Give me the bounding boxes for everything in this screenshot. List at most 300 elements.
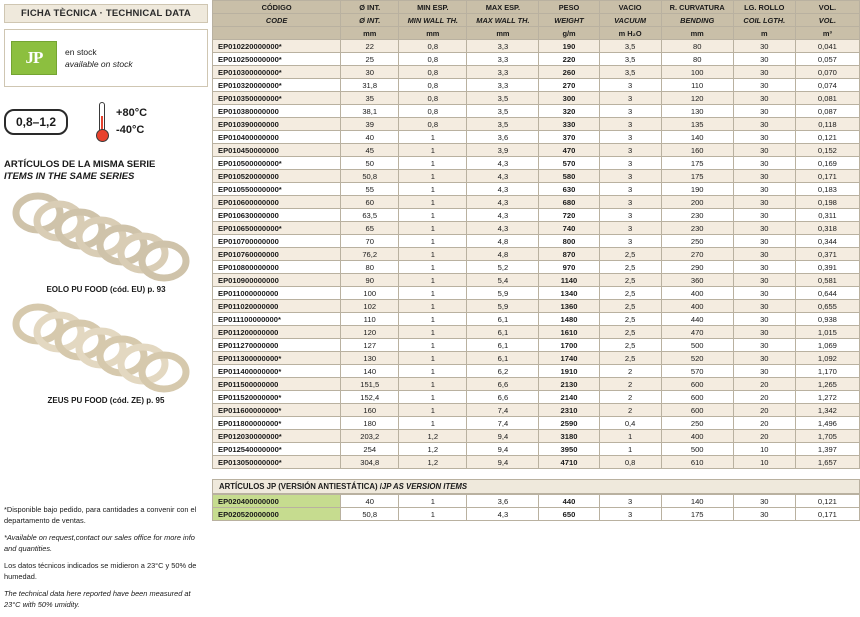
cell-value: 110 <box>341 313 399 326</box>
cell-code: EP011500000000 <box>213 378 341 391</box>
cell-value: 0,118 <box>795 118 859 131</box>
cell-weight: 630 <box>539 183 599 196</box>
cell-value: 30 <box>733 508 795 521</box>
table-row[interactable] <box>213 105 860 118</box>
cell-value: 6,1 <box>467 313 539 326</box>
cell-value: 0,121 <box>795 131 859 144</box>
cell-value: 1 <box>399 209 467 222</box>
cell-value: 1 <box>399 417 467 430</box>
cell-value: 3 <box>599 118 661 131</box>
cell-value: 30 <box>733 261 795 274</box>
antistatic-section-title <box>212 479 860 494</box>
cell-value: 1,272 <box>795 391 859 404</box>
cell-value: 3,5 <box>467 118 539 131</box>
cell-value: 10 <box>733 456 795 469</box>
cell-value: 200 <box>661 196 733 209</box>
cell-weight: 650 <box>539 508 599 521</box>
cell-value: 30 <box>733 105 795 118</box>
technical-data-header: FICHA TÈCNICA · TECHNICAL DATA <box>4 4 208 23</box>
cell-weight: 440 <box>539 495 599 508</box>
cell-value: 0,171 <box>795 508 859 521</box>
cell-weight: 680 <box>539 196 599 209</box>
th-unit-gm: g/m <box>539 27 599 40</box>
cell-value: 35 <box>341 92 399 105</box>
cell-weight: 3180 <box>539 430 599 443</box>
cell-value: 2 <box>599 365 661 378</box>
cell-code: EP011300000000* <box>213 352 341 365</box>
cell-value: 1 <box>399 326 467 339</box>
cell-value: 1 <box>399 131 467 144</box>
cell-code: EP010250000000* <box>213 53 341 66</box>
table-row[interactable] <box>213 404 860 417</box>
cell-value: 25 <box>341 53 399 66</box>
cell-value: 4,3 <box>467 183 539 196</box>
cell-weight: 370 <box>539 131 599 144</box>
cell-value: 3 <box>599 222 661 235</box>
cell-value: 1 <box>399 508 467 521</box>
cell-value: 45 <box>341 144 399 157</box>
cell-weight: 1340 <box>539 287 599 300</box>
table-row[interactable] <box>213 248 860 261</box>
cell-code: EP010380000000 <box>213 105 341 118</box>
cell-value: 100 <box>341 287 399 300</box>
cell-value: 470 <box>661 326 733 339</box>
table-row[interactable] <box>213 391 860 404</box>
cell-value: 50,8 <box>341 170 399 183</box>
cell-weight: 320 <box>539 105 599 118</box>
table-row[interactable] <box>213 131 860 144</box>
cell-code: EP010650000000* <box>213 222 341 235</box>
cell-value: 130 <box>661 105 733 118</box>
cell-value: 30 <box>733 53 795 66</box>
table-row[interactable] <box>213 79 860 92</box>
cell-code: EP010520000000 <box>213 170 341 183</box>
cell-value: 100 <box>661 66 733 79</box>
cell-value: 80 <box>661 53 733 66</box>
cell-value: 4,3 <box>467 170 539 183</box>
cell-value: 20 <box>733 404 795 417</box>
cell-value: 2,5 <box>599 261 661 274</box>
cell-value: 0,041 <box>795 40 859 53</box>
cell-value: 152,4 <box>341 391 399 404</box>
cell-value: 3,5 <box>467 92 539 105</box>
th-unit-mh2o: m H₂O <box>599 27 661 40</box>
cell-value: 3,5 <box>599 53 661 66</box>
cell-value: 175 <box>661 170 733 183</box>
cell-value: 3 <box>599 183 661 196</box>
cell-code: EP011020000000 <box>213 300 341 313</box>
cell-value: 1 <box>599 430 661 443</box>
cell-value: 30 <box>733 79 795 92</box>
cell-value: 30 <box>733 248 795 261</box>
cell-value: 63,5 <box>341 209 399 222</box>
cell-code: EP010300000000* <box>213 66 341 79</box>
header-row-es <box>213 1 860 14</box>
cell-value: 180 <box>341 417 399 430</box>
table-head <box>213 1 860 40</box>
cell-code: EP012030000000* <box>213 430 341 443</box>
cell-code: EP012540000000* <box>213 443 341 456</box>
cell-value: 0,8 <box>399 105 467 118</box>
table-row[interactable] <box>213 326 860 339</box>
cell-weight: 1140 <box>539 274 599 287</box>
cell-value: 30 <box>733 339 795 352</box>
cell-value: 1 <box>399 352 467 365</box>
table-row[interactable] <box>213 118 860 131</box>
cell-value: 1,265 <box>795 378 859 391</box>
cell-code: EP010350000000* <box>213 92 341 105</box>
cell-weight: 970 <box>539 261 599 274</box>
table-row[interactable] <box>213 209 860 222</box>
cell-value: 270 <box>661 248 733 261</box>
technical-data-table <box>212 0 860 469</box>
thermometer-icon <box>94 102 110 142</box>
cell-value: 0,183 <box>795 183 859 196</box>
temperature-range <box>94 102 147 142</box>
cell-value: 5,4 <box>467 274 539 287</box>
cell-value: 0,8 <box>399 79 467 92</box>
cell-weight: 740 <box>539 222 599 235</box>
cell-value: 1 <box>399 339 467 352</box>
table-row[interactable] <box>213 274 860 287</box>
cell-value: 4,3 <box>467 157 539 170</box>
cell-value: 600 <box>661 391 733 404</box>
cell-value: 1 <box>399 170 467 183</box>
cell-value: 5,9 <box>467 287 539 300</box>
cell-value: 127 <box>341 339 399 352</box>
table-row[interactable] <box>213 365 860 378</box>
footnotes <box>4 505 208 617</box>
cell-weight: 2310 <box>539 404 599 417</box>
table-row[interactable] <box>213 183 860 196</box>
cell-code: EP011100000000* <box>213 313 341 326</box>
cell-value: 55 <box>341 183 399 196</box>
cell-weight: 4710 <box>539 456 599 469</box>
product-image-eolo <box>4 187 208 283</box>
footnote-1: *Disponible bajo pedido, para cantidades a convenir con el departamento de ventas. <box>4 505 197 525</box>
cell-value: 0,581 <box>795 274 859 287</box>
cell-value: 120 <box>661 92 733 105</box>
cell-value: 30 <box>733 352 795 365</box>
cell-value: 400 <box>661 287 733 300</box>
th-unit-m: m <box>733 27 795 40</box>
cell-value: 1,092 <box>795 352 859 365</box>
cell-value: 1 <box>599 443 661 456</box>
cell-value: 30 <box>733 196 795 209</box>
cell-value: 2,5 <box>599 326 661 339</box>
cell-value: 6,1 <box>467 339 539 352</box>
cell-value: 3,3 <box>467 53 539 66</box>
cell-value: 30 <box>733 66 795 79</box>
cell-value: 3 <box>599 105 661 118</box>
cell-value: 1,705 <box>795 430 859 443</box>
cell-weight: 3950 <box>539 443 599 456</box>
cell-value: 1,015 <box>795 326 859 339</box>
cell-value: 1 <box>399 287 467 300</box>
cell-value: 160 <box>661 144 733 157</box>
table-row[interactable] <box>213 287 860 300</box>
cell-value: 1 <box>399 183 467 196</box>
cell-value: 400 <box>661 300 733 313</box>
cell-value: 1 <box>399 144 467 157</box>
cell-value: 440 <box>661 313 733 326</box>
table-row[interactable] <box>213 443 860 456</box>
temp-max-label: +80°C <box>116 107 148 119</box>
table-row[interactable] <box>213 144 860 157</box>
cell-value: 6,2 <box>467 365 539 378</box>
cell-value: 0,087 <box>795 105 859 118</box>
antistatic-table-body <box>213 495 860 521</box>
cell-value: 3 <box>599 235 661 248</box>
table-row[interactable] <box>213 170 860 183</box>
table-row[interactable] <box>213 313 860 326</box>
table-row[interactable] <box>213 157 860 170</box>
cell-value: 2 <box>599 391 661 404</box>
cell-value: 3,5 <box>599 66 661 79</box>
cell-value: 3,3 <box>467 40 539 53</box>
antistatic-table-row[interactable] <box>213 508 860 521</box>
table-row[interactable] <box>213 339 860 352</box>
cell-value: 360 <box>661 274 733 287</box>
cell-code: EP011600000000* <box>213 404 341 417</box>
cell-value: 400 <box>661 430 733 443</box>
cell-value: 5,9 <box>467 300 539 313</box>
cell-weight: 2130 <box>539 378 599 391</box>
cell-value: 0,371 <box>795 248 859 261</box>
cell-value: 20 <box>733 391 795 404</box>
th-vacuum: VACUUM <box>599 14 661 27</box>
stock-label-en: available on stock <box>65 59 133 69</box>
cell-value: 22 <box>341 40 399 53</box>
cell-weight: 1360 <box>539 300 599 313</box>
cell-value: 3 <box>599 144 661 157</box>
cell-value: 0,8 <box>399 53 467 66</box>
cell-value: 1,342 <box>795 404 859 417</box>
cell-value: 3 <box>599 92 661 105</box>
cell-value: 500 <box>661 339 733 352</box>
cell-value: 151,5 <box>341 378 399 391</box>
cell-value: 4,3 <box>467 508 539 521</box>
table-row[interactable] <box>213 456 860 469</box>
table-row[interactable] <box>213 430 860 443</box>
cell-value: 30 <box>733 170 795 183</box>
cell-value: 30 <box>733 131 795 144</box>
left-panel <box>0 0 212 609</box>
cell-weight: 1610 <box>539 326 599 339</box>
cell-value: 135 <box>661 118 733 131</box>
cell-code: EP010760000000 <box>213 248 341 261</box>
th-weight: WEIGHT <box>539 14 599 27</box>
cell-value: 30 <box>341 66 399 79</box>
cell-value: 3,6 <box>467 495 539 508</box>
cell-code: EP011000000000 <box>213 287 341 300</box>
right-panel <box>212 0 860 521</box>
cell-value: 2,5 <box>599 313 661 326</box>
cell-code: EP010390000000 <box>213 118 341 131</box>
cell-value: 0,391 <box>795 261 859 274</box>
cell-code: EP010600000000 <box>213 196 341 209</box>
cell-value: 254 <box>341 443 399 456</box>
cell-value: 3 <box>599 508 661 521</box>
cell-value: 1,2 <box>399 456 467 469</box>
cell-value: 76,2 <box>341 248 399 261</box>
cell-value: 120 <box>341 326 399 339</box>
cell-value: 1,496 <box>795 417 859 430</box>
cell-value: 175 <box>661 508 733 521</box>
cell-value: 0,644 <box>795 287 859 300</box>
cell-value: 0,169 <box>795 157 859 170</box>
cell-weight: 570 <box>539 157 599 170</box>
cell-value: 1 <box>399 300 467 313</box>
cell-weight: 470 <box>539 144 599 157</box>
table-row[interactable] <box>213 222 860 235</box>
antistatic-table-row[interactable] <box>213 495 860 508</box>
product-caption-eolo: EOLO PU FOOD (cód. EU) p. 93 <box>46 285 166 294</box>
cell-value: 0,8 <box>399 118 467 131</box>
cell-value: 6,6 <box>467 378 539 391</box>
cell-value: 0,318 <box>795 222 859 235</box>
cell-value: 2,5 <box>599 339 661 352</box>
cell-value: 30 <box>733 183 795 196</box>
th-vol: VOL. <box>795 1 859 14</box>
cell-value: 1 <box>399 222 467 235</box>
table-row[interactable] <box>213 261 860 274</box>
footnote-4: The technical data here reported have been measured at 23°C with 50% umidity. <box>4 589 191 609</box>
cell-value: 3 <box>599 79 661 92</box>
cell-code: EP010320000000* <box>213 79 341 92</box>
cell-value: 9,4 <box>467 443 539 456</box>
cell-weight: 2140 <box>539 391 599 404</box>
cell-value: 4,8 <box>467 248 539 261</box>
cell-value: 2 <box>599 404 661 417</box>
table-row[interactable] <box>213 40 860 53</box>
table-row[interactable] <box>213 352 860 365</box>
cell-value: 0,057 <box>795 53 859 66</box>
cell-value: 30 <box>733 365 795 378</box>
table-row[interactable] <box>213 92 860 105</box>
cell-weight: 800 <box>539 235 599 248</box>
th-unit-mm1: mm <box>341 27 399 40</box>
cell-code: EP011400000000* <box>213 365 341 378</box>
cell-weight: 1480 <box>539 313 599 326</box>
th-rollo: LG. ROLLO <box>733 1 795 14</box>
table-row[interactable] <box>213 300 860 313</box>
cell-value: 3,3 <box>467 79 539 92</box>
cell-value: 30 <box>733 300 795 313</box>
cell-value: 175 <box>661 157 733 170</box>
cell-code: EP011200000000 <box>213 326 341 339</box>
product-image-zeus <box>4 298 208 394</box>
wall-thickness-badge: 0,8–1,2 <box>4 109 68 135</box>
cell-value: 80 <box>341 261 399 274</box>
cell-value: 60 <box>341 196 399 209</box>
cell-value: 0,8 <box>399 40 467 53</box>
cell-value: 3,9 <box>467 144 539 157</box>
th-unit-mm3: mm <box>467 27 539 40</box>
cell-value: 4,3 <box>467 196 539 209</box>
cell-value: 4,3 <box>467 222 539 235</box>
cell-value: 0,081 <box>795 92 859 105</box>
cell-value: 600 <box>661 378 733 391</box>
cell-value: 38,1 <box>341 105 399 118</box>
cell-weight: 190 <box>539 40 599 53</box>
th-unit-m3: m³ <box>795 27 859 40</box>
cell-value: 2,5 <box>599 300 661 313</box>
cell-value: 1,069 <box>795 339 859 352</box>
th-unit-mm2: mm <box>399 27 467 40</box>
cell-value: 3 <box>599 495 661 508</box>
footnote-3: Los datos técnicos indicados se midieron a 23°C y 50% de humedad. <box>4 561 197 581</box>
cell-value: 3 <box>599 131 661 144</box>
cell-code: EP010400000000 <box>213 131 341 144</box>
stock-label-es: en stock <box>65 47 97 57</box>
th-codigo: CÓDIGO <box>213 1 341 14</box>
hose-illustration-2 <box>4 298 208 394</box>
cell-code: EP020400000000 <box>213 495 341 508</box>
cell-value: 0,152 <box>795 144 859 157</box>
specs-row <box>4 95 208 149</box>
cell-value: 1 <box>399 274 467 287</box>
cell-value: 3,3 <box>467 66 539 79</box>
cell-weight: 1700 <box>539 339 599 352</box>
cell-value: 610 <box>661 456 733 469</box>
cell-value: 9,4 <box>467 430 539 443</box>
table-row[interactable] <box>213 196 860 209</box>
cell-value: 1,657 <box>795 456 859 469</box>
series-title-es: ARTÍCULOS DE LA MISMA SERIE <box>4 159 156 170</box>
footnote-2: *Available on request,contact our sales office for more info and quantities. <box>4 533 195 553</box>
th-min-esp: MIN ESP. <box>399 1 467 14</box>
cell-value: 30 <box>733 326 795 339</box>
cell-weight: 300 <box>539 92 599 105</box>
cell-value: 1 <box>399 378 467 391</box>
cell-value: 40 <box>341 131 399 144</box>
table-row[interactable] <box>213 235 860 248</box>
cell-value: 140 <box>661 131 733 144</box>
product-caption-zeus: ZEUS PU FOOD (cód. ZE) p. 95 <box>47 396 165 405</box>
cell-value: 70 <box>341 235 399 248</box>
cell-value: 5,2 <box>467 261 539 274</box>
cell-value: 4,8 <box>467 235 539 248</box>
cell-value: 0,070 <box>795 66 859 79</box>
cell-value: 0,198 <box>795 196 859 209</box>
cell-value: 4,3 <box>467 209 539 222</box>
cell-value: 1,2 <box>399 443 467 456</box>
cell-value: 190 <box>661 183 733 196</box>
cell-value: 3 <box>599 196 661 209</box>
cell-value: 0,655 <box>795 300 859 313</box>
table-row[interactable] <box>213 417 860 430</box>
table-row[interactable] <box>213 378 860 391</box>
cell-weight: 330 <box>539 118 599 131</box>
cell-value: 500 <box>661 443 733 456</box>
cell-value: 570 <box>661 365 733 378</box>
cell-code: EP010220000000* <box>213 40 341 53</box>
cell-value: 1 <box>399 261 467 274</box>
cell-weight: 2590 <box>539 417 599 430</box>
table-row[interactable] <box>213 66 860 79</box>
cell-value: 7,4 <box>467 417 539 430</box>
cell-value: 230 <box>661 209 733 222</box>
table-row[interactable] <box>213 53 860 66</box>
cell-value: 30 <box>733 222 795 235</box>
cell-value: 10 <box>733 443 795 456</box>
cell-code: EP010450000000 <box>213 144 341 157</box>
cell-value: 0,074 <box>795 79 859 92</box>
cell-value: 1 <box>399 391 467 404</box>
cell-value: 140 <box>341 365 399 378</box>
cell-code: EP010900000000 <box>213 274 341 287</box>
